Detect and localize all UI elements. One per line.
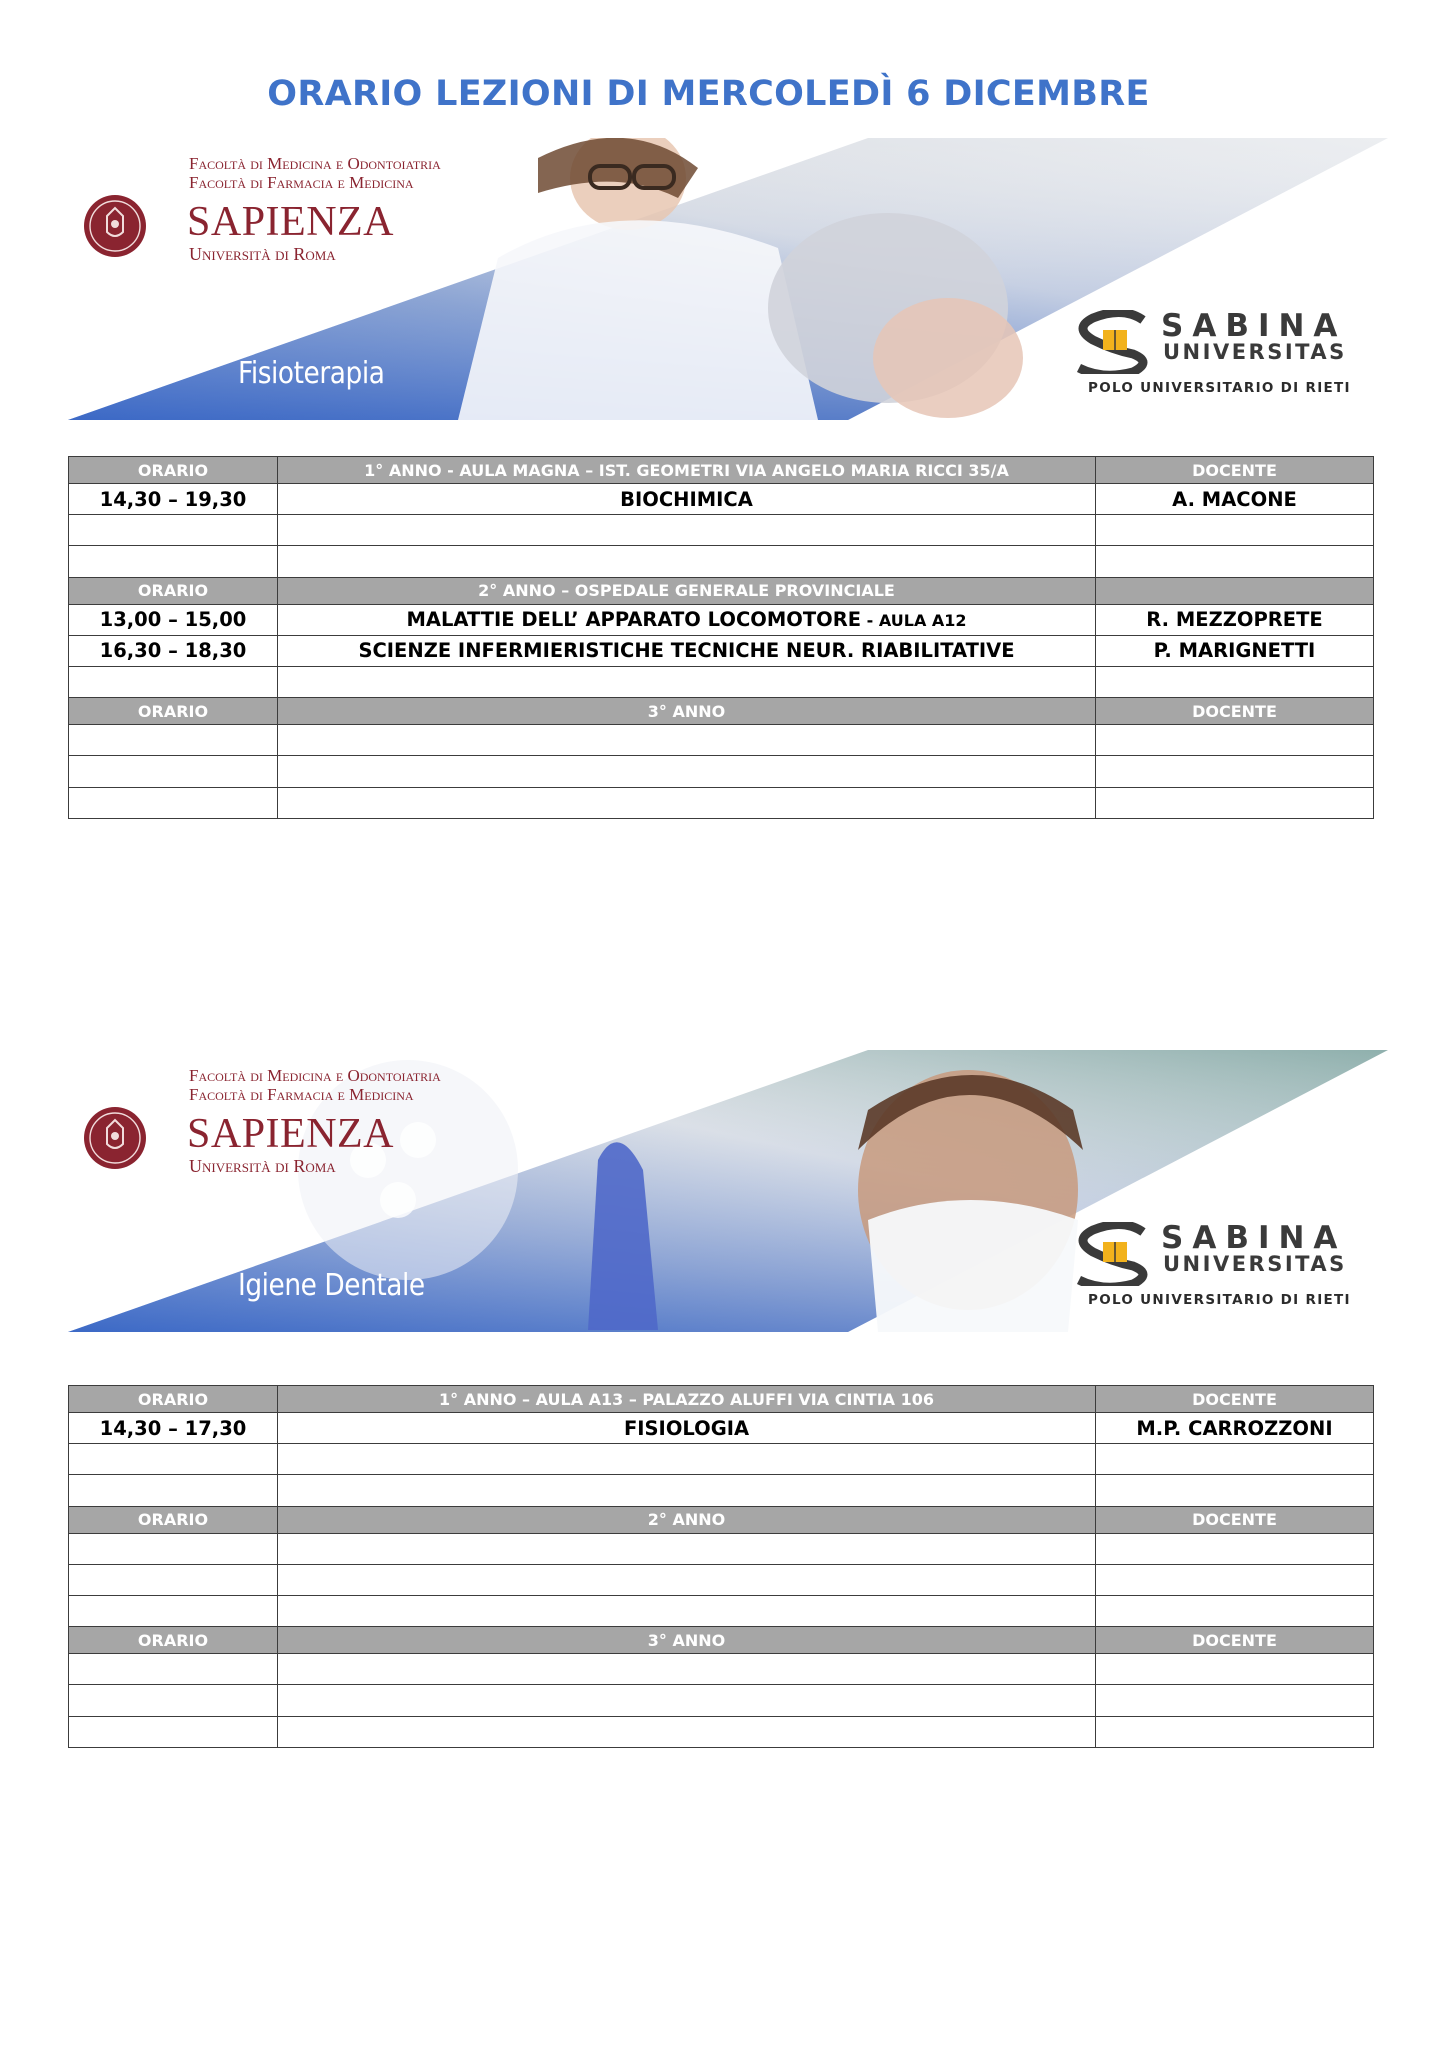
faculty-line-2: Facoltà di Farmacia e Medicina xyxy=(189,1085,414,1104)
cell-teacher: R. MEZZOPRETE xyxy=(1096,604,1374,635)
cell-teacher xyxy=(1096,787,1374,818)
schedule-table-fisioterapia xyxy=(68,456,1374,819)
cell-time xyxy=(69,1475,278,1506)
sapienza-seal-icon xyxy=(83,194,147,258)
sabina-universitas-logo xyxy=(1073,1220,1373,1310)
table-row xyxy=(69,1475,1374,1506)
table-row xyxy=(69,725,1374,756)
cell-time xyxy=(69,1595,278,1626)
cell-subject xyxy=(278,515,1096,546)
table-row xyxy=(69,484,1374,515)
cell-teacher xyxy=(1096,1533,1374,1564)
cell-subject xyxy=(278,725,1096,756)
university-name: SAPIENZA xyxy=(187,1111,395,1157)
cell-subject xyxy=(278,1533,1096,1564)
sabina-book-icon xyxy=(1073,1222,1157,1286)
cell-subject xyxy=(278,1564,1096,1595)
cell-subject: BIOCHIMICA xyxy=(278,484,1096,515)
cell-teacher xyxy=(1096,1685,1374,1716)
cell-time xyxy=(69,546,278,577)
cell-subject xyxy=(278,546,1096,577)
header-year-location: 2° ANNO – OSPEDALE GENERALE PROVINCIALE xyxy=(278,577,1096,604)
partner-sub: POLO UNIVERSITARIO DI RIETI xyxy=(1088,380,1351,396)
table-row xyxy=(69,787,1374,818)
course-label: Igiene Dentale xyxy=(238,1268,425,1303)
sabina-book-icon xyxy=(1073,310,1157,374)
cell-teacher xyxy=(1096,756,1374,787)
table-row xyxy=(69,1654,1374,1685)
header-time: ORARIO xyxy=(69,698,278,725)
cell-subject xyxy=(278,1685,1096,1716)
table-row xyxy=(69,1444,1374,1475)
table-row xyxy=(69,756,1374,787)
table-header-row xyxy=(69,1386,1374,1413)
table-row xyxy=(69,604,1374,635)
cell-subject: SCIENZE INFERMIERISTICHE TECNICHE NEUR. RIABILITATIVE xyxy=(278,635,1096,666)
table-row xyxy=(69,1595,1374,1626)
partner-sub: POLO UNIVERSITARIO DI RIETI xyxy=(1088,1292,1351,1308)
header-teacher xyxy=(1096,577,1374,604)
table-row xyxy=(69,1716,1374,1747)
cell-teacher xyxy=(1096,1654,1374,1685)
cell-teacher xyxy=(1096,1564,1374,1595)
cell-teacher xyxy=(1096,1595,1374,1626)
sapienza-logo xyxy=(83,1066,503,1196)
subject-room-note: - AULA A12 xyxy=(861,611,967,631)
cell-time: 14,30 – 17,30 xyxy=(69,1413,278,1444)
cell-time xyxy=(69,666,278,697)
cell-subject xyxy=(278,787,1096,818)
table-header-row xyxy=(69,577,1374,604)
faculty-line-1: Facoltà di Medicina e Odontoiatria xyxy=(189,1066,441,1085)
cell-subject xyxy=(278,604,1096,635)
faculty-line-2: Facoltà di Farmacia e Medicina xyxy=(189,173,414,192)
university-sub: Università di Roma xyxy=(189,1156,336,1176)
cell-teacher: M.P. CARROZZONI xyxy=(1096,1413,1374,1444)
header-teacher: DOCENTE xyxy=(1096,457,1374,484)
cell-subject xyxy=(278,1595,1096,1626)
table-header-row xyxy=(69,1627,1374,1654)
sabina-universitas-logo xyxy=(1073,308,1373,398)
table-header-row xyxy=(69,698,1374,725)
cell-subject xyxy=(278,1654,1096,1685)
table-row xyxy=(69,546,1374,577)
cell-teacher xyxy=(1096,1444,1374,1475)
schedule-table-igiene-dentale xyxy=(68,1385,1374,1748)
cell-teacher: A. MACONE xyxy=(1096,484,1374,515)
header-teacher: DOCENTE xyxy=(1096,1627,1374,1654)
cell-time xyxy=(69,1716,278,1747)
cell-time: 16,30 – 18,30 xyxy=(69,635,278,666)
table-header-row xyxy=(69,457,1374,484)
course-banner-igiene-dentale xyxy=(68,1050,1388,1332)
cell-teacher xyxy=(1096,725,1374,756)
cell-time xyxy=(69,1444,278,1475)
cell-time: 14,30 – 19,30 xyxy=(69,484,278,515)
header-year-location: 1° ANNO – AULA A13 – PALAZZO ALUFFI VIA CINTIA 106 xyxy=(278,1386,1096,1413)
table-row xyxy=(69,1685,1374,1716)
cell-teacher xyxy=(1096,1475,1374,1506)
cell-time: 13,00 – 15,00 xyxy=(69,604,278,635)
header-time: ORARIO xyxy=(69,577,278,604)
subject-text: MALATTIE DELL’ APPARATO LOCOMOTORE xyxy=(406,608,862,632)
cell-teacher: P. MARIGNETTI xyxy=(1096,635,1374,666)
university-name: SAPIENZA xyxy=(187,199,395,245)
header-teacher: DOCENTE xyxy=(1096,1386,1374,1413)
table-row xyxy=(69,1533,1374,1564)
page-title: ORARIO LEZIONI DI MERCOLEDÌ 6 DICEMBRE xyxy=(267,74,1150,114)
partner-word-2: UNIVERSITAS xyxy=(1163,1252,1347,1276)
course-label: Fisioterapia xyxy=(238,356,385,391)
cell-time xyxy=(69,1654,278,1685)
cell-teacher xyxy=(1096,1716,1374,1747)
cell-teacher xyxy=(1096,666,1374,697)
cell-time xyxy=(69,515,278,546)
table-header-row xyxy=(69,1506,1374,1533)
faculty-line-1: Facoltà di Medicina e Odontoiatria xyxy=(189,154,441,173)
cell-time xyxy=(69,1564,278,1595)
partner-word-1: SABINA xyxy=(1161,308,1347,344)
header-time: ORARIO xyxy=(69,457,278,484)
cell-time xyxy=(69,756,278,787)
header-teacher: DOCENTE xyxy=(1096,698,1374,725)
header-year-location: 1° ANNO - AULA MAGNA – IST. GEOMETRI VIA ANGELO MARIA RICCI 35/A xyxy=(278,457,1096,484)
course-banner-fisioterapia xyxy=(68,138,1388,420)
table-row xyxy=(69,666,1374,697)
cell-subject xyxy=(278,756,1096,787)
header-time: ORARIO xyxy=(69,1627,278,1654)
cell-subject: FISIOLOGIA xyxy=(278,1413,1096,1444)
cell-time xyxy=(69,725,278,756)
header-year-location: 3° ANNO xyxy=(278,1627,1096,1654)
header-year-location: 3° ANNO xyxy=(278,698,1096,725)
cell-teacher xyxy=(1096,515,1374,546)
partner-word-1: SABINA xyxy=(1161,1220,1347,1256)
sapienza-seal-icon xyxy=(83,1106,147,1170)
cell-time xyxy=(69,1533,278,1564)
sapienza-logo xyxy=(83,154,503,284)
header-year-location: 2° ANNO xyxy=(278,1506,1096,1533)
cell-subject xyxy=(278,1444,1096,1475)
cell-subject xyxy=(278,1475,1096,1506)
cell-subject xyxy=(278,1716,1096,1747)
cell-teacher xyxy=(1096,546,1374,577)
table-row xyxy=(69,1413,1374,1444)
university-sub: Università di Roma xyxy=(189,244,336,264)
partner-word-2: UNIVERSITAS xyxy=(1163,340,1347,364)
cell-time xyxy=(69,1685,278,1716)
table-row xyxy=(69,635,1374,666)
header-teacher: DOCENTE xyxy=(1096,1506,1374,1533)
cell-time xyxy=(69,787,278,818)
header-time: ORARIO xyxy=(69,1386,278,1413)
header-time: ORARIO xyxy=(69,1506,278,1533)
cell-subject xyxy=(278,666,1096,697)
table-row xyxy=(69,1564,1374,1595)
table-row xyxy=(69,515,1374,546)
